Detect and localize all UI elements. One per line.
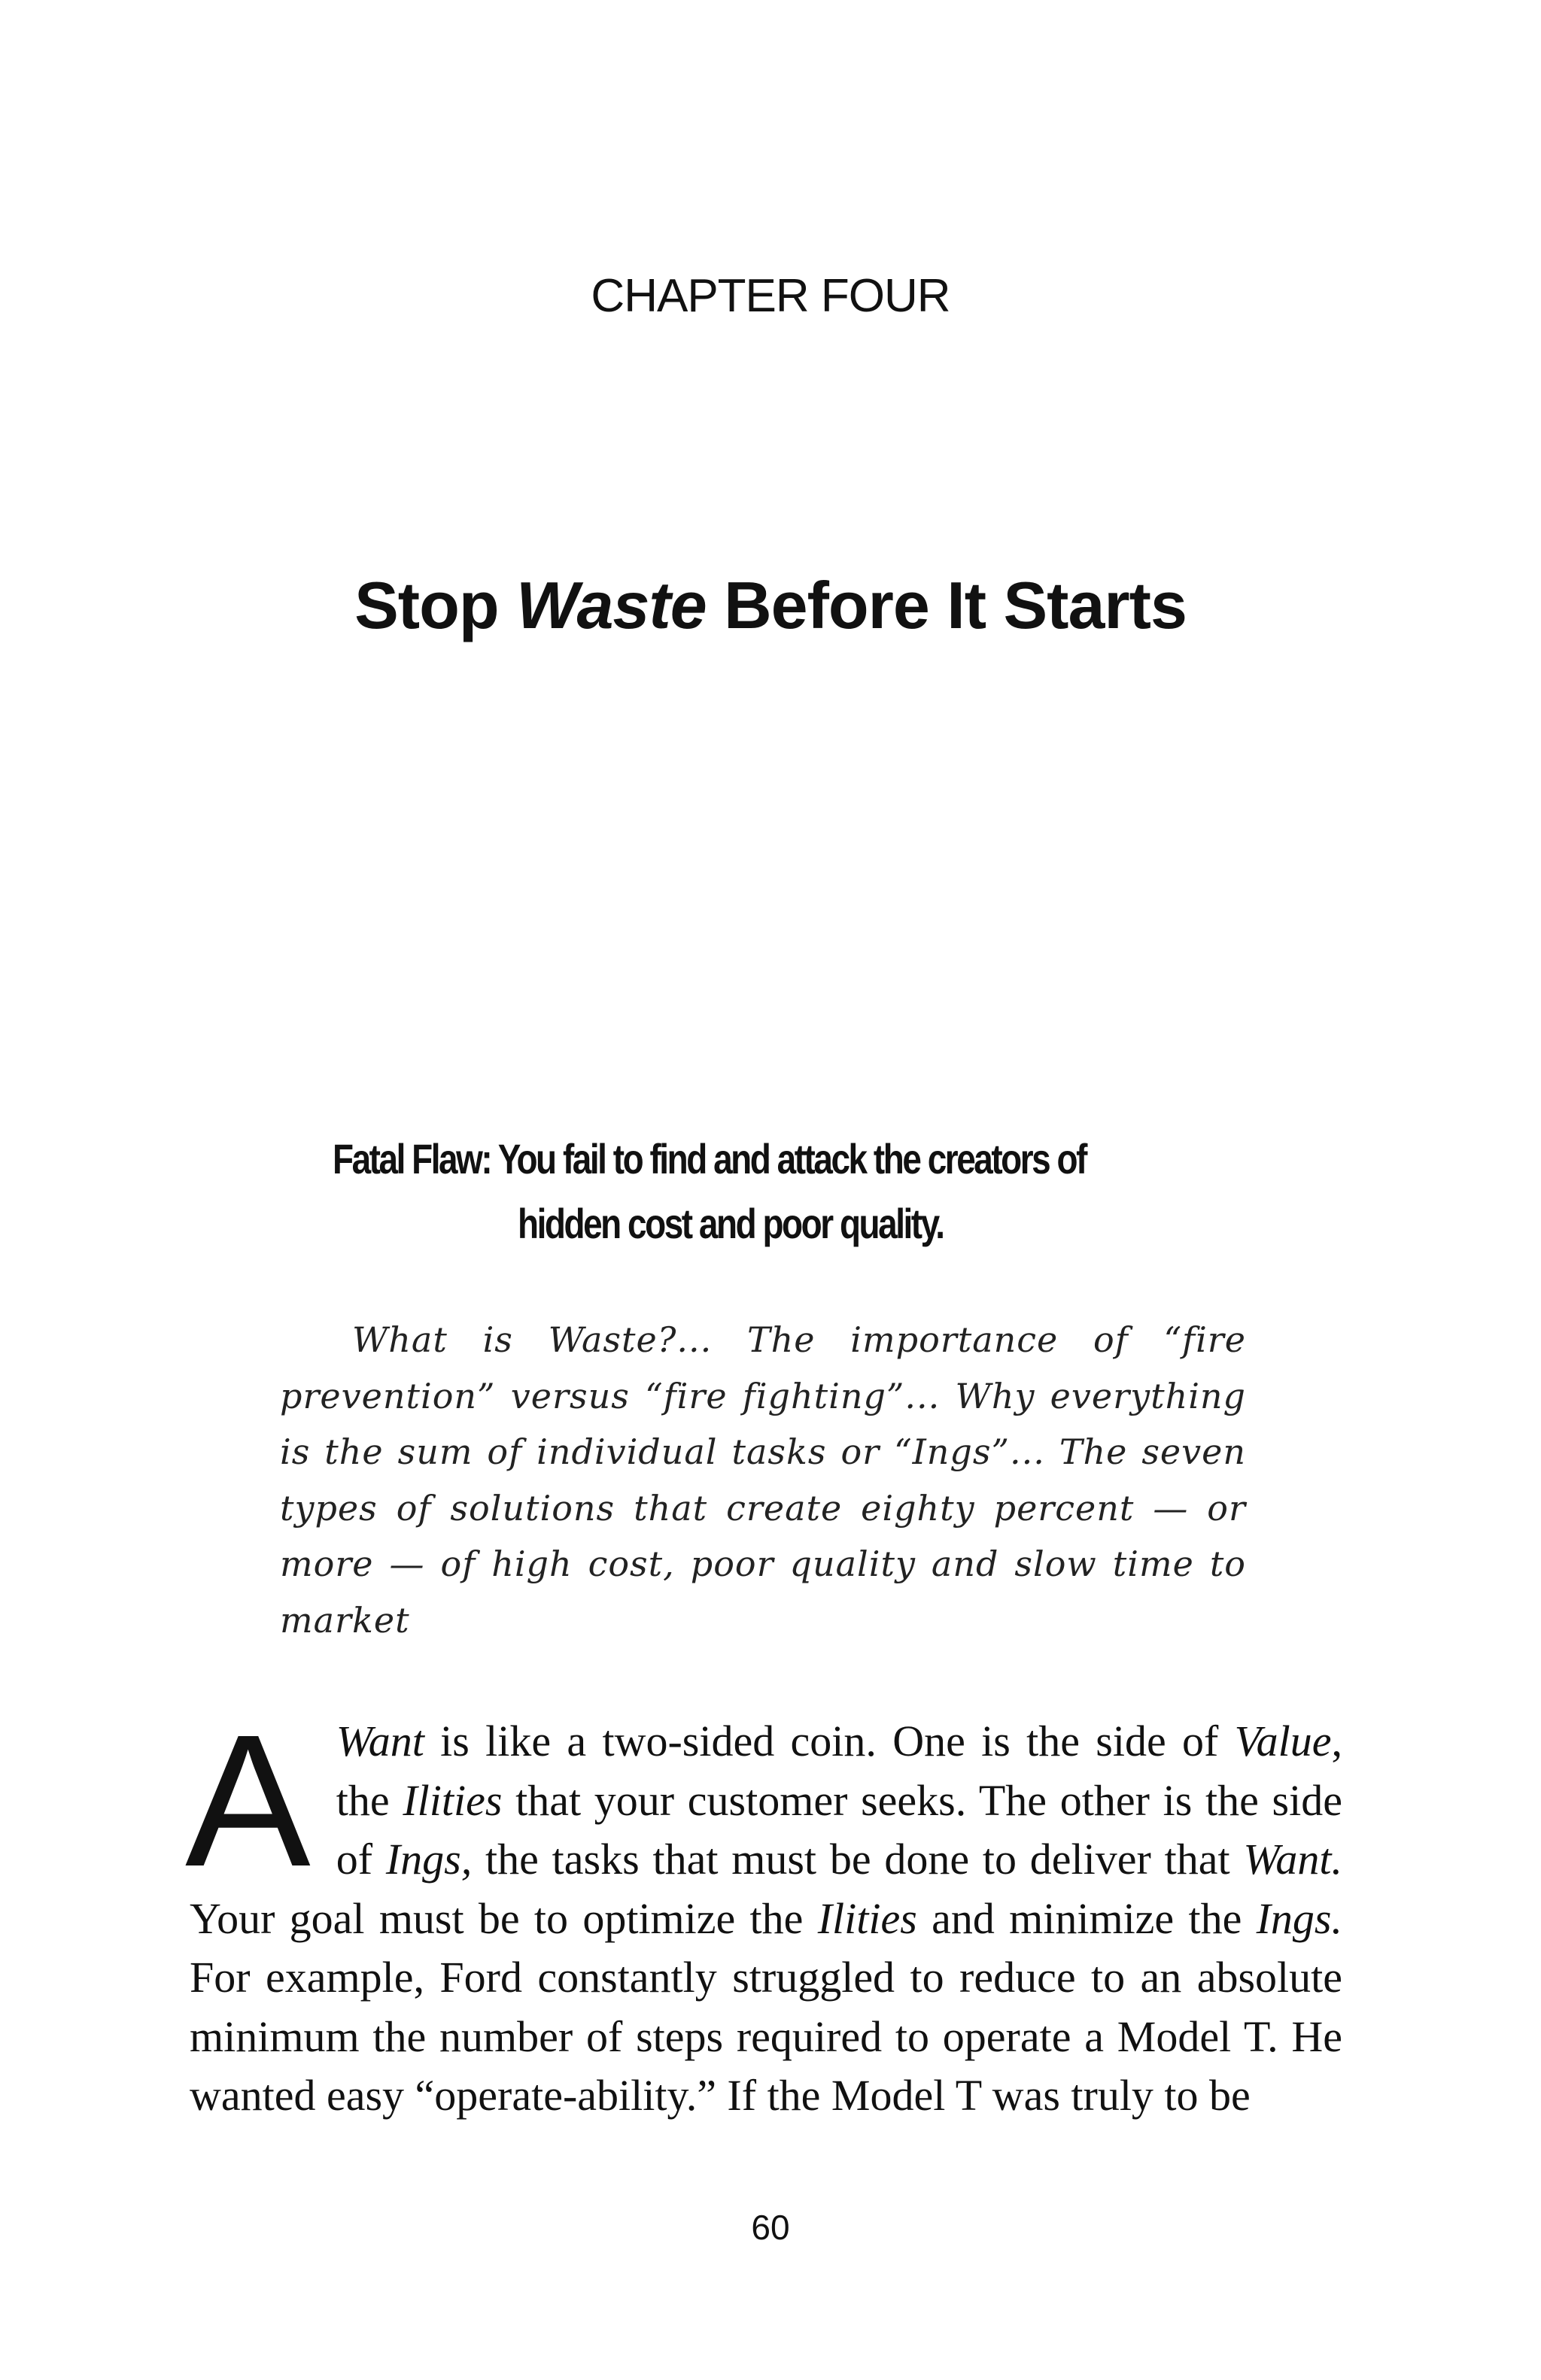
body-italic-term: Value xyxy=(1234,1717,1332,1765)
fatal-flaw-label: Fatal Flaw: xyxy=(333,1135,491,1182)
body-text-segment: the tasks that must be done to deliver that xyxy=(472,1835,1244,1884)
chapter-title-italic: Waste xyxy=(516,568,707,642)
drop-cap: A xyxy=(185,1695,311,1905)
page-number: 60 xyxy=(751,2208,790,2247)
body-text-segment: is like a two-sided coin. One is the side of xyxy=(424,1717,1235,1765)
body-text-segment: that your customer seeks. The other is the side of xyxy=(336,1775,1342,1884)
chapter-title-part3: Before It Starts xyxy=(706,568,1187,642)
body-paragraph xyxy=(185,1695,1342,2126)
body-italic-term: Ings. xyxy=(1256,1893,1342,1943)
body-italic-term: Ilities xyxy=(403,1775,503,1825)
chapter-title-part1: Stop xyxy=(354,568,517,642)
body-italic-term: Ilities xyxy=(817,1893,917,1943)
fatal-flaw-line2: hidden cost and poor quality. xyxy=(518,1200,944,1247)
chapter-label: CHAPTER FOUR xyxy=(591,270,950,322)
body-italic-term: Want xyxy=(336,1717,424,1765)
body-text-segment: Your goal must be to optimize the xyxy=(190,1893,818,1943)
body-italic-term: Want. xyxy=(1243,1835,1342,1884)
body-italic-term: Ings, xyxy=(385,1835,473,1884)
fatal-flaw-line1: You fail to find and attack the creators of xyxy=(497,1135,1086,1182)
chapter-summary: What is Waste?... The importance of “fire prevention” versus “fire fighting”... Why everything is the sum of individual tasks or “Ings”... The seven types of solutions that create eighty percent — or more — of high cost, poor quality and slow time to market xyxy=(280,1319,1246,1641)
body-text-segment: For example, Ford constantly struggled to reduce to an absolute minimum the number of steps required to operate a Model T. He wanted easy “operate-ability.” If the Model T was truly to be xyxy=(190,1953,1342,2120)
body-text-segment: , the xyxy=(336,1717,1342,1825)
body-text-segment: and minimize the xyxy=(916,1893,1257,1943)
chapter-title xyxy=(0,567,1541,644)
fatal-flaw xyxy=(333,1127,1086,1256)
